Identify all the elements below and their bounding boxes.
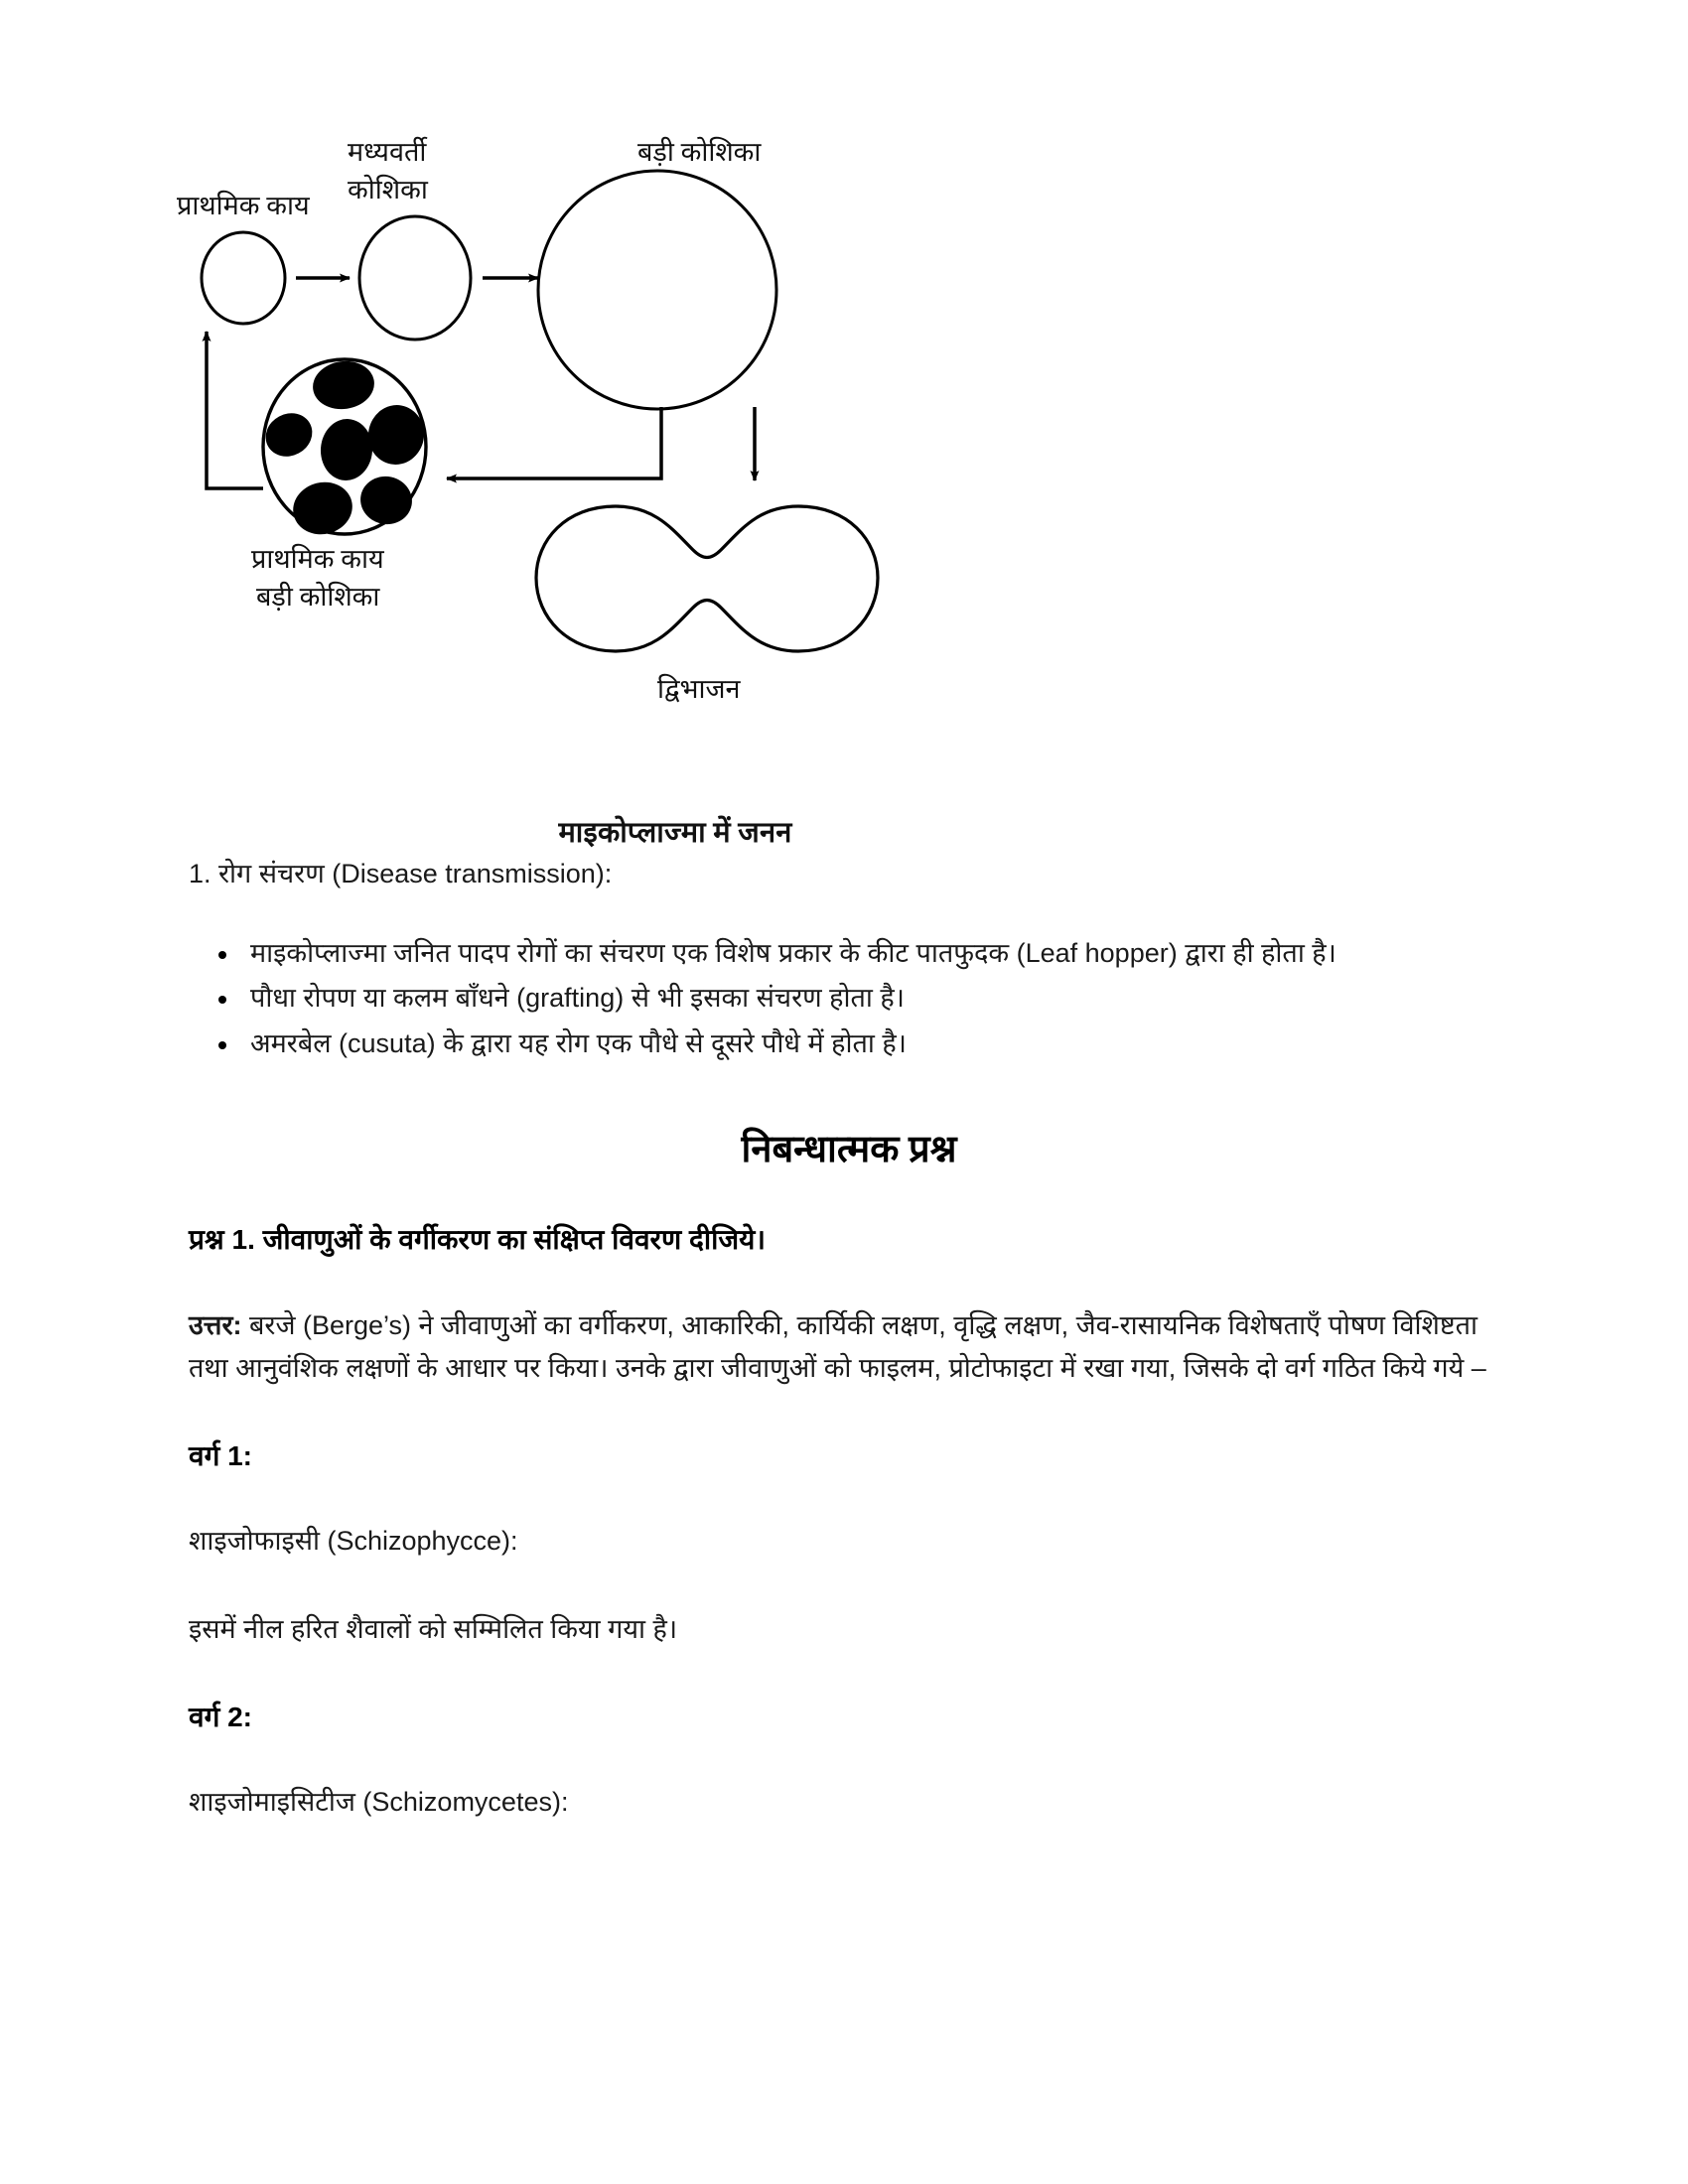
figure-label-intermediate-cell-line1: मध्यवर्ती	[348, 137, 427, 167]
answer-1	[189, 1304, 1509, 1391]
class-1-name: शाइजोफाइसी (Schizophycce):	[189, 1526, 518, 1557]
intermediate-cell	[359, 216, 471, 340]
transmission-bullet-list	[189, 932, 1509, 1066]
mycoplasma-cycle-diagram	[149, 119, 983, 834]
answer-body: बरजे (Berge’s) ने जीवाणुओं का वर्गीकरण, आकारिकी, कार्यिकी लक्षण, वृद्धि लक्षण, जैव-रासायनिक विशेषताएँ पोषण विशिष्टता तथा आनुवंशिक लक्षणों के आधार पर किया। उनके द्वारा जीवाणुओं को फाइलम, प्रोटोफाइटा में रखा गया, जिसके दो वर्ग गठित किये गये –	[189, 1309, 1486, 1384]
list-item: माइकोप्लाज्मा जनित पादप रोगों का संचरण एक विशेष प्रकार के कीट पातफुदक (Leaf hopper) द्वारा ही होता है।	[189, 932, 1509, 976]
figure-label-intermediate-cell-line2: कोशिका	[348, 175, 428, 205]
class-2-name: शाइजोमाइसिटीज (Schizomycetes):	[189, 1786, 569, 1817]
document-body	[189, 854, 1509, 1869]
primary-body-cell	[202, 232, 285, 324]
class-1-heading: वर्ग 1:	[189, 1440, 253, 1472]
question-1: प्रश्न 1. जीवाणुओं के वर्गीकरण का संक्षिप्त विवरण दीजिये।	[189, 1223, 766, 1255]
figure-label-primary-body-large-cell-line1: प्राथमिक काय	[251, 544, 384, 574]
large-cell	[538, 171, 776, 409]
figure-label-binary-fission: द्विभाजन	[657, 674, 741, 704]
figure-label-primary-body: प्राथमिक काय	[177, 191, 310, 220]
list-item: अमरबेल (cusuta) के द्वारा यह रोग एक पौधे से दूसरे पौधे में होता है।	[189, 1023, 1509, 1066]
binary-fission-cell	[536, 506, 878, 651]
figure-caption: माइकोप्लाज्मा में जनन	[558, 817, 792, 849]
class-2-heading: वर्ग 2:	[189, 1701, 253, 1732]
spore-filled-large-cell	[258, 357, 429, 541]
mycoplasma-reproduction-figure	[0, 0, 1688, 874]
arrow-large-to-spore-body	[447, 407, 661, 478]
figure-label-large-cell: बड़ी कोशिका	[637, 137, 762, 167]
list-item: पौधा रोपण या कलम बाँधने (grafting) से भी इसका संचरण होता है।	[189, 977, 1509, 1021]
class-1-description: इसमें नील हरित शैवालों को सम्मिलित किया गया है।	[189, 1614, 678, 1645]
answer-label: उत्तर:	[189, 1309, 242, 1340]
arrow-spore-to-primary-body	[207, 332, 263, 488]
disease-transmission-heading: 1. रोग संचरण (Disease transmission):	[189, 859, 613, 888]
figure-label-primary-body-large-cell-line2: बड़ी कोशिका	[256, 582, 380, 612]
essay-questions-heading: निबन्धात्मक प्रश्न	[741, 1128, 957, 1170]
